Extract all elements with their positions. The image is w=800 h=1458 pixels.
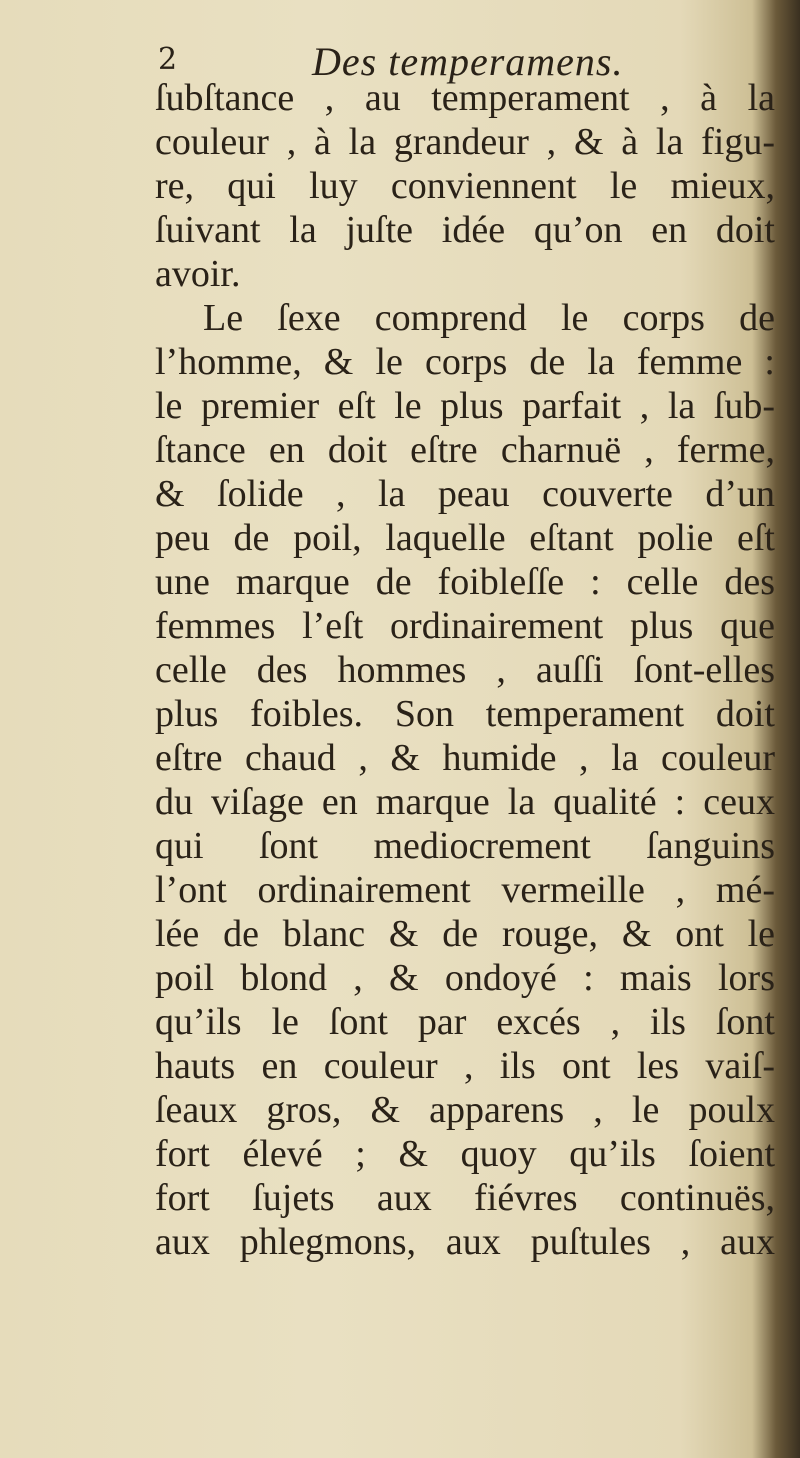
text-line: avoir. bbox=[155, 253, 241, 295]
text-line: ſuivant la juſte idée qu’on en doit bbox=[155, 209, 775, 251]
text-line: une marque de foibleſſe : celle des bbox=[155, 561, 775, 603]
text-line: couleur , à la grandeur , & à la figu- bbox=[155, 121, 775, 163]
text-line: & ſolide , la peau couverte d’un bbox=[155, 473, 775, 515]
text-line: fort ſujets aux fiévres continuës, bbox=[155, 1177, 775, 1219]
text-line: hauts en couleur , ils ont les vaiſ- bbox=[155, 1045, 775, 1087]
text-line: le premier eſt le plus parfait , la ſub- bbox=[155, 385, 775, 427]
text-line: poil blond , & ondoyé : mais lors bbox=[155, 957, 775, 999]
text-line: Le ſexe comprend le corps de bbox=[203, 297, 775, 339]
running-head: Des temperamens. bbox=[312, 39, 624, 84]
text-line: lée de blanc & de rouge, & ont le bbox=[155, 913, 775, 955]
text-line: peu de poil, laquelle eſtant polie eſt bbox=[155, 517, 775, 559]
text-line: ſtance en doit eſtre charnuë , ferme, bbox=[155, 429, 775, 471]
text-line: plus foibles. Son temperament doit bbox=[155, 693, 775, 735]
body-text bbox=[155, 76, 775, 1264]
text-line: ſeaux gros, & apparens , le poulx bbox=[155, 1089, 775, 1131]
page-number: 2 bbox=[158, 42, 178, 77]
text-line: l’homme, & le corps de la femme : bbox=[155, 341, 775, 383]
text-line: qu’ils le ſont par excés , ils ſont bbox=[155, 1001, 775, 1043]
text-line: eſtre chaud , & humide , la couleur bbox=[155, 737, 775, 779]
text-line: celle des hommes , auſſi ſont-elles bbox=[155, 649, 775, 691]
text-line: qui ſont mediocrement ſanguins bbox=[155, 825, 775, 867]
text-line: du viſage en marque la qualité : ceux bbox=[155, 781, 775, 823]
text-line: re, qui luy conviennent le mieux, bbox=[155, 165, 775, 207]
text-line: ſubſtance , au temperament , à la bbox=[155, 77, 775, 119]
text-line: fort élevé ; & quoy qu’ils ſoient bbox=[155, 1133, 775, 1175]
text-line: femmes l’eſt ordinairement plus que bbox=[155, 605, 775, 647]
text-line: l’ont ordinairement vermeille , mé- bbox=[155, 869, 775, 911]
text-line: aux phlegmons, aux puſtules , aux bbox=[155, 1221, 775, 1263]
